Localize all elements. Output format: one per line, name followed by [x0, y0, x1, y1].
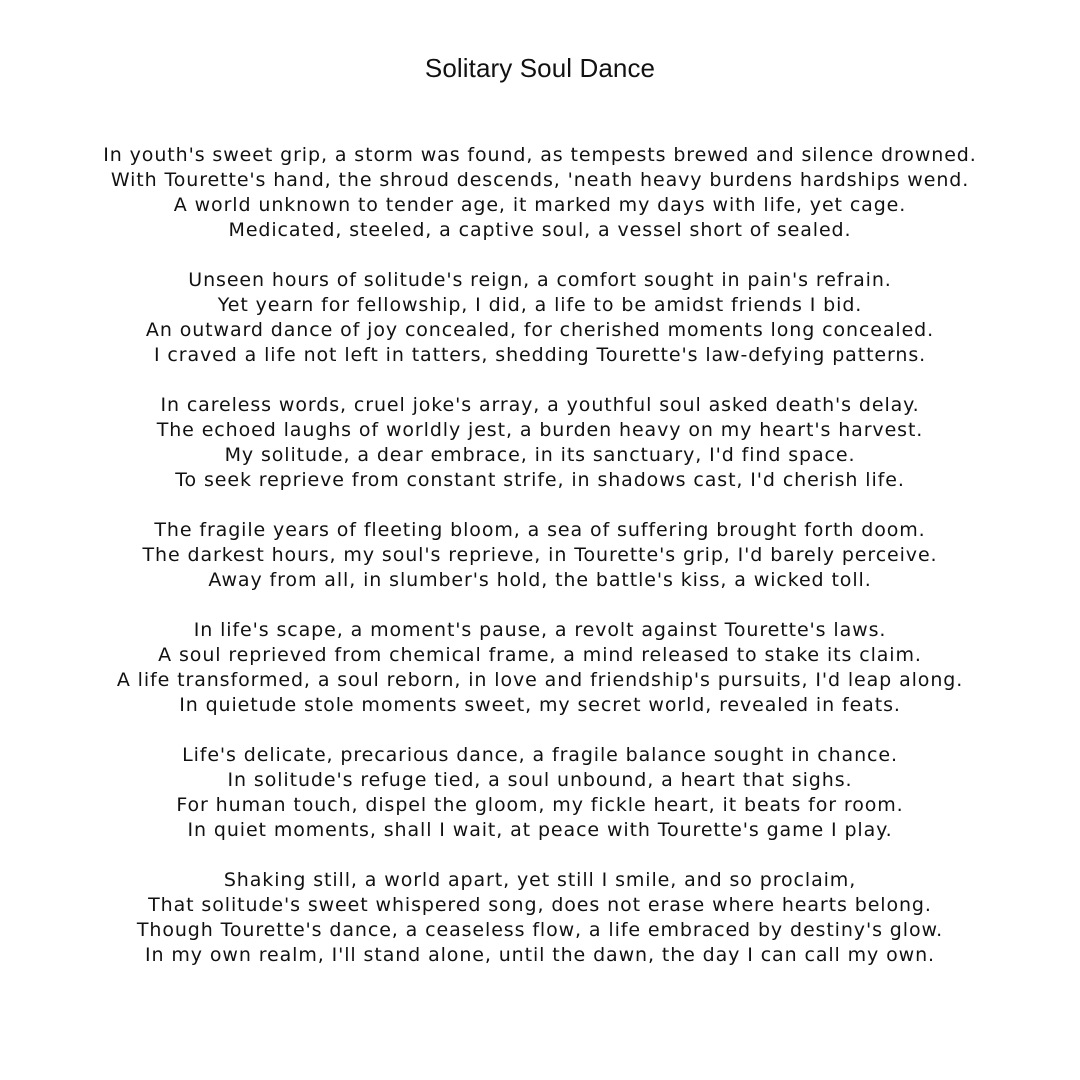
poem-line: A soul reprieved from chemical frame, a mind released to stake its claim. — [158, 644, 922, 666]
poem-line: An outward dance of joy concealed, for cherished moments long concealed. — [145, 319, 935, 341]
poem-line: The fragile years of fleeting bloom, a sea of suffering brought forth doom. — [154, 519, 926, 541]
poem-line: I craved a life not left in tatters, shedding Tourette's law-defying patterns. — [153, 344, 927, 366]
poem-line: Medicated, steeled, a captive soul, a vessel short of sealed. — [228, 219, 852, 241]
poem-line: In solitude's refuge tied, a soul unbound, a heart that sighs. — [227, 769, 853, 791]
poem-line: The echoed laughs of worldly jest, a burden heavy on my heart's harvest. — [156, 419, 924, 441]
poem-line: Unseen hours of solitude's reign, a comfort sought in pain's refrain. — [188, 269, 892, 291]
poem-line: A world unknown to tender age, it marked my days with life, yet cage. — [173, 194, 907, 216]
poem-line: The darkest hours, my soul's reprieve, in Tourette's grip, I'd barely perceive. — [142, 544, 938, 566]
stanza-1 — [0, 143, 1080, 243]
stanza-7 — [0, 868, 1080, 968]
poem-line: In my own realm, I'll stand alone, until the dawn, the day I can call my own. — [145, 944, 935, 966]
poem-body — [0, 143, 1080, 993]
poem-line: In youth's sweet grip, a storm was found, as tempests brewed and silence drowned. — [103, 144, 977, 166]
poem-line: In life's scape, a moment's pause, a revolt against Tourette's laws. — [193, 619, 887, 641]
stanza-6 — [0, 743, 1080, 843]
poem-line: A life transformed, a soul reborn, in love and friendship's pursuits, I'd leap along. — [116, 669, 964, 691]
stanza-3 — [0, 393, 1080, 493]
stanza-2 — [0, 268, 1080, 368]
poem-line: Life's delicate, precarious dance, a fragile balance sought in chance. — [182, 744, 898, 766]
poem-line: Shaking still, a world apart, yet still I smile, and so proclaim, — [223, 869, 857, 891]
poem-line: That solitude's sweet whispered song, does not erase where hearts belong. — [148, 894, 932, 916]
poem-line: In quiet moments, shall I wait, at peace with Tourette's game I play. — [187, 819, 893, 841]
poem-line: To seek reprieve from constant strife, in shadows cast, I'd cherish life. — [175, 469, 905, 491]
poem-title: Solitary Soul Dance — [424, 53, 656, 83]
poem-line: Yet yearn for fellowship, I did, a life to be amidst friends I bid. — [217, 294, 863, 316]
poem-line: My solitude, a dear embrace, in its sanctuary, I'd find space. — [224, 444, 856, 466]
poem-line: Though Tourette's dance, a ceaseless flow, a life embraced by destiny's glow. — [136, 919, 944, 941]
stanza-5 — [0, 618, 1080, 718]
poem-line: In quietude stole moments sweet, my secret world, revealed in feats. — [179, 694, 901, 716]
poem-line: Away from all, in slumber's hold, the battle's kiss, a wicked toll. — [208, 569, 872, 591]
poem-line: For human touch, dispel the gloom, my fickle heart, it beats for room. — [176, 794, 904, 816]
poem-line: In careless words, cruel joke's array, a youthful soul asked death's delay. — [160, 394, 920, 416]
stanza-4 — [0, 518, 1080, 593]
poem-line: With Tourette's hand, the shroud descends, 'neath heavy burdens hardships wend. — [110, 169, 970, 191]
